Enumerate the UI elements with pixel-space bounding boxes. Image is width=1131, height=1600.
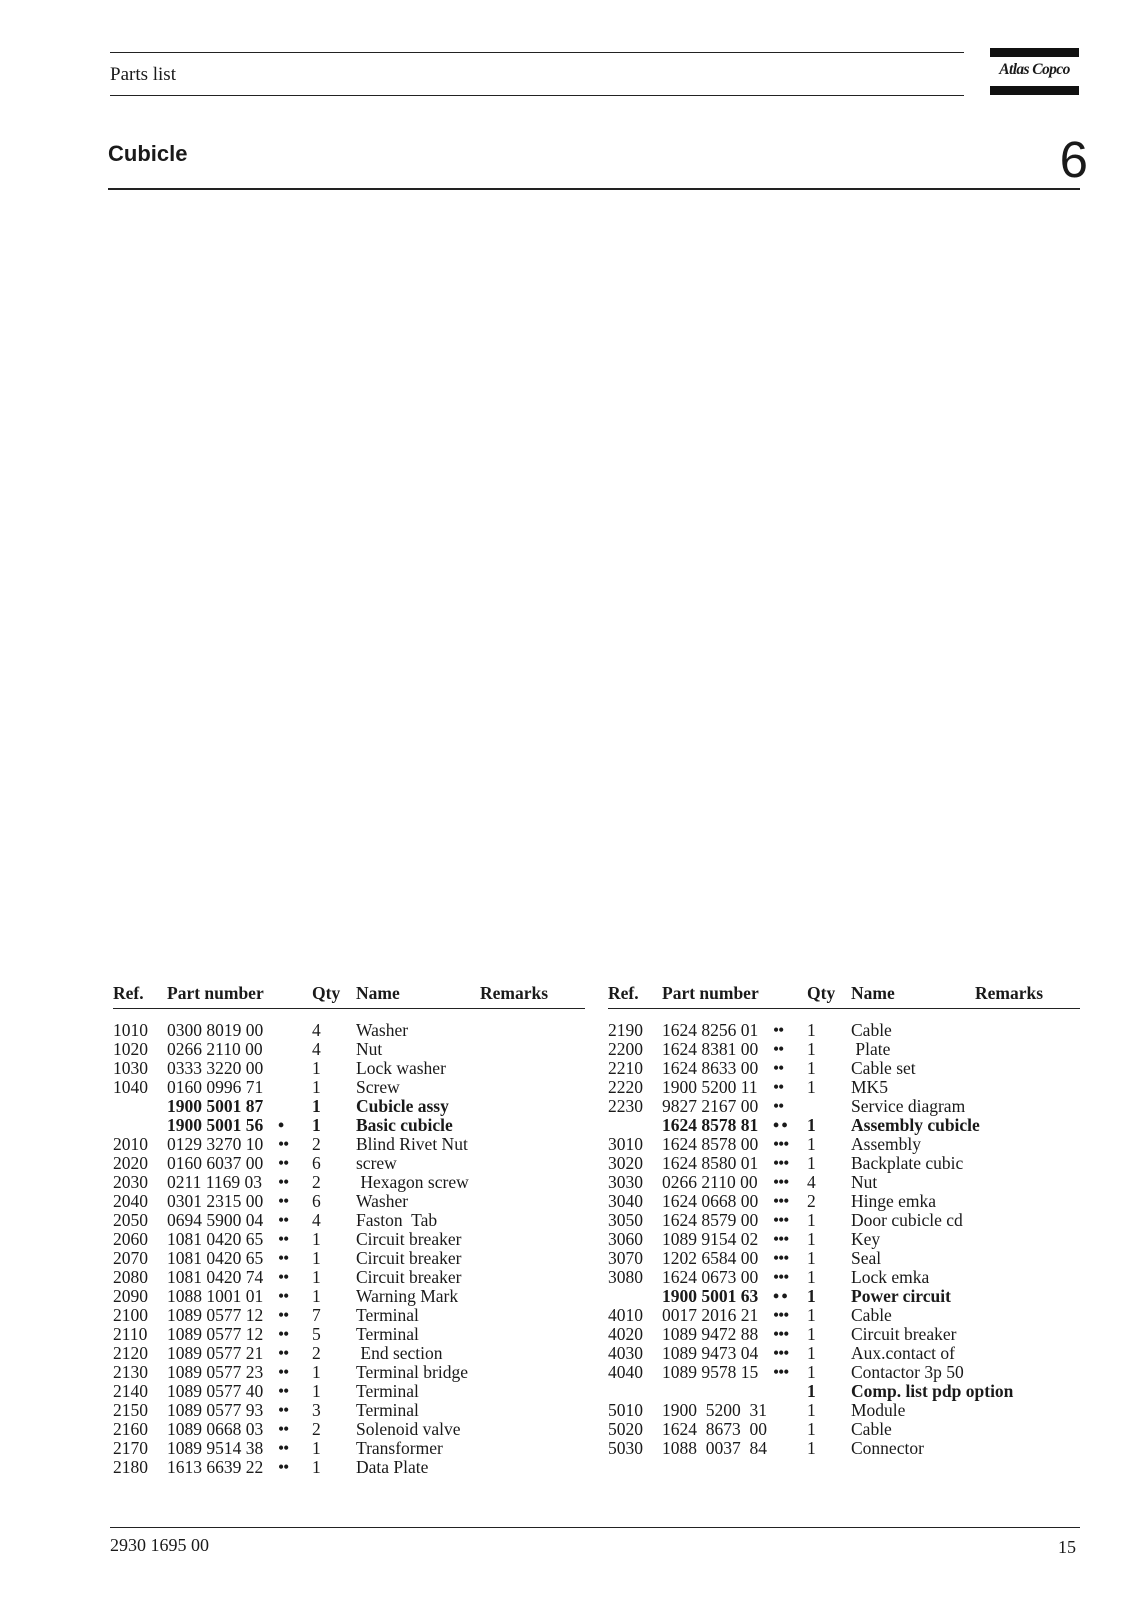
row-qty: 1 [312, 1267, 321, 1287]
row-ref: 2190 [608, 1020, 643, 1040]
row-name: Cable set [851, 1058, 916, 1078]
row-level-dots: •• [278, 1457, 289, 1477]
table-header-rule [113, 1008, 585, 1009]
row-name: Hexagon screw [356, 1172, 469, 1192]
row-part-number: 1900 5001 87 [167, 1096, 264, 1116]
row-part-number: 0266 2110 00 [167, 1039, 263, 1059]
row-part-number: 0301 2315 00 [167, 1191, 264, 1211]
row-ref: 3040 [608, 1191, 643, 1211]
row-name: Screw [356, 1077, 400, 1097]
row-qty: 1 [312, 1381, 321, 1401]
table-header-rule [608, 1008, 1080, 1009]
row-ref: 4020 [608, 1324, 643, 1344]
row-level-dots: ••• [773, 1305, 789, 1325]
row-name: Assembly cubicle [851, 1115, 980, 1135]
row-part-number: 1624 0668 00 [662, 1191, 759, 1211]
row-name: Module [851, 1400, 906, 1420]
row-name: Nut [356, 1039, 383, 1059]
row-name: Cubicle assy [356, 1096, 449, 1116]
row-level-dots: •• [278, 1381, 289, 1401]
row-part-number: 1624 0673 00 [662, 1267, 759, 1287]
row-ref: 2140 [113, 1381, 148, 1401]
row-name: Cable [851, 1305, 892, 1325]
row-level-dots: •• [278, 1172, 289, 1192]
row-name: Circuit breaker [356, 1267, 462, 1287]
row-part-number: 1089 9514 38 [167, 1438, 264, 1458]
document-number: 2930 1695 00 [110, 1535, 209, 1555]
footer-rule [110, 1527, 1080, 1528]
row-level-dots: ••• [773, 1210, 789, 1230]
row-part-number: 0266 2110 00 [662, 1172, 758, 1192]
row-part-number: 1900 5200 11 [662, 1077, 758, 1097]
row-name: Backplate cubic [851, 1153, 964, 1173]
row-ref: 2230 [608, 1096, 643, 1116]
row-name: Cable [851, 1419, 892, 1439]
row-level-dots: •• [278, 1134, 289, 1154]
row-level-dots: •• [278, 1438, 289, 1458]
row-part-number: 0017 2016 21 [662, 1305, 759, 1325]
row-part-number: 0160 0996 71 [167, 1077, 264, 1097]
row-ref: 2040 [113, 1191, 148, 1211]
row-qty: 1 [312, 1362, 321, 1382]
row-level-dots: •• [278, 1343, 289, 1363]
row-level-dots: •• [278, 1362, 289, 1382]
row-qty: 1 [807, 1210, 816, 1230]
row-ref: 2050 [113, 1210, 148, 1230]
row-name: Terminal [356, 1324, 419, 1344]
row-part-number: 1089 9472 88 [662, 1324, 759, 1344]
row-level-dots: • • [773, 1115, 787, 1135]
parts-table-left [113, 983, 585, 1477]
row-qty: 4 [312, 1210, 321, 1230]
row-ref: 2160 [113, 1419, 148, 1439]
row-ref: 2210 [608, 1058, 643, 1078]
row-qty: 1 [807, 1267, 816, 1287]
row-level-dots: • [278, 1115, 284, 1135]
row-level-dots: •• [278, 1267, 289, 1287]
row-ref: 1010 [113, 1020, 148, 1040]
row-part-number: 1089 0577 12 [167, 1324, 264, 1344]
row-name: Data Plate [356, 1457, 429, 1477]
row-level-dots: •• [278, 1191, 289, 1211]
row-level-dots: ••• [773, 1267, 789, 1287]
row-part-number: 1089 0577 23 [167, 1362, 264, 1382]
row-ref: 2080 [113, 1267, 148, 1287]
row-level-dots: ••• [773, 1153, 789, 1173]
row-qty: 1 [807, 1134, 816, 1154]
row-level-dots: ••• [773, 1134, 789, 1154]
row-part-number: 1081 0420 65 [167, 1248, 264, 1268]
row-ref: 5020 [608, 1419, 643, 1439]
row-qty: 1 [807, 1400, 816, 1420]
row-name: Aux.contact of [851, 1343, 955, 1363]
header-top-rule [110, 52, 964, 53]
row-name: Circuit breaker [356, 1229, 462, 1249]
row-qty: 1 [807, 1324, 816, 1344]
row-part-number: 1089 9578 15 [662, 1362, 759, 1382]
row-part-number: 0300 8019 00 [167, 1020, 264, 1040]
row-qty: 5 [312, 1324, 321, 1344]
row-qty: 1 [312, 1229, 321, 1249]
row-qty: 1 [807, 1058, 816, 1078]
col-ref: Ref. [113, 983, 144, 1003]
row-qty: 1 [312, 1115, 321, 1135]
row-name: Connector [851, 1438, 924, 1458]
col-qty: Qty [312, 983, 341, 1003]
row-name: Warning Mark [356, 1286, 459, 1306]
row-ref: 4010 [608, 1305, 643, 1325]
row-level-dots: •• [278, 1324, 289, 1344]
row-level-dots: •• [773, 1077, 784, 1097]
row-name: Plate [851, 1039, 891, 1059]
row-part-number: 1089 0668 03 [167, 1419, 264, 1439]
row-ref: 3010 [608, 1134, 643, 1154]
row-qty: 2 [312, 1343, 321, 1363]
row-qty: 6 [312, 1153, 321, 1173]
row-qty: 1 [807, 1438, 816, 1458]
row-ref: 2010 [113, 1134, 148, 1154]
row-qty: 6 [312, 1191, 321, 1211]
row-name: Hinge emka [851, 1191, 937, 1211]
row-name: Key [851, 1229, 881, 1249]
row-part-number: 1089 0577 40 [167, 1381, 264, 1401]
row-qty: 4 [807, 1172, 816, 1192]
row-name: End section [356, 1343, 443, 1363]
row-ref: 2170 [113, 1438, 148, 1458]
row-name: Washer [356, 1020, 409, 1040]
row-ref: 4030 [608, 1343, 643, 1363]
row-level-dots: •• [773, 1039, 784, 1059]
row-level-dots: •• [773, 1096, 784, 1116]
row-ref: 3070 [608, 1248, 643, 1268]
row-name: Terminal [356, 1400, 419, 1420]
section-title: Cubicle [108, 141, 188, 166]
row-ref: 2200 [608, 1039, 643, 1059]
row-ref: 2030 [113, 1172, 148, 1192]
row-part-number: 1624 8673 00 [662, 1419, 767, 1439]
row-qty: 2 [807, 1191, 816, 1211]
row-level-dots: •• [773, 1020, 784, 1040]
row-qty: 1 [807, 1153, 816, 1173]
row-part-number: 1900 5001 63 [662, 1286, 759, 1306]
row-part-number: 1624 8579 00 [662, 1210, 759, 1230]
row-qty: 1 [312, 1248, 321, 1268]
row-ref: 5010 [608, 1400, 643, 1420]
row-part-number: 1624 8381 00 [662, 1039, 759, 1059]
row-name: Terminal [356, 1381, 419, 1401]
row-name: Terminal [356, 1305, 419, 1325]
row-part-number: 1081 0420 74 [167, 1267, 264, 1287]
row-name: Power circuit [851, 1286, 951, 1306]
col-remarks: Remarks [975, 983, 1044, 1003]
row-part-number: 0694 5900 04 [167, 1210, 264, 1230]
row-ref: 5030 [608, 1438, 643, 1458]
row-name: Circuit breaker [356, 1248, 462, 1268]
row-name: Solenoid valve [356, 1419, 461, 1439]
row-part-number: 1081 0420 65 [167, 1229, 264, 1249]
row-ref: 2150 [113, 1400, 148, 1420]
row-level-dots: ••• [773, 1324, 789, 1344]
row-ref: 2220 [608, 1077, 643, 1097]
row-ref: 3020 [608, 1153, 643, 1173]
row-name: MK5 [851, 1077, 888, 1097]
row-level-dots: •• [278, 1210, 289, 1230]
row-level-dots: •• [278, 1248, 289, 1268]
row-qty: 1 [807, 1419, 816, 1439]
row-level-dots: •• [773, 1058, 784, 1078]
row-qty: 4 [312, 1039, 321, 1059]
col-name: Name [851, 983, 895, 1003]
logo-bottom-bar [990, 86, 1079, 95]
row-level-dots: • • [773, 1286, 787, 1306]
row-qty: 1 [312, 1457, 321, 1477]
row-qty: 1 [807, 1248, 816, 1268]
row-part-number: 1089 0577 12 [167, 1305, 264, 1325]
row-ref: 2060 [113, 1229, 148, 1249]
row-name: Lock washer [356, 1058, 446, 1078]
row-part-number: 1624 8580 01 [662, 1153, 759, 1173]
row-name: Service diagram [851, 1096, 966, 1116]
row-name: Comp. list pdp option [851, 1381, 1014, 1401]
row-part-number: 1900 5200 31 [662, 1400, 767, 1420]
row-part-number: 0129 3270 10 [167, 1134, 264, 1154]
row-name: Faston Tab [356, 1210, 438, 1230]
row-part-number: 9827 2167 00 [662, 1096, 759, 1116]
row-name: Blind Rivet Nut [356, 1134, 468, 1154]
row-level-dots: •• [278, 1286, 289, 1306]
table-header [113, 983, 585, 1007]
row-ref: 2130 [113, 1362, 148, 1382]
row-name: Door cubicle cd [851, 1210, 963, 1230]
row-part-number: 1613 6639 22 [167, 1457, 264, 1477]
row-name: Contactor 3p 50 [851, 1362, 964, 1382]
row-qty: 1 [807, 1077, 816, 1097]
row-part-number: 1089 0577 21 [167, 1343, 264, 1363]
row-ref: 2100 [113, 1305, 148, 1325]
row-name: Lock emka [851, 1267, 930, 1287]
row-part-number: 1900 5001 56 [167, 1115, 264, 1135]
row-part-number: 1089 9154 02 [662, 1229, 759, 1249]
row-ref: 2180 [113, 1457, 148, 1477]
row-qty: 1 [807, 1286, 816, 1306]
row-part-number: 1089 9473 04 [662, 1343, 759, 1363]
section-rule [108, 188, 1080, 190]
row-part-number: 1202 6584 00 [662, 1248, 759, 1268]
row-qty: 2 [312, 1134, 321, 1154]
row-ref: 2090 [113, 1286, 148, 1306]
row-level-dots: ••• [773, 1229, 789, 1249]
row-level-dots: ••• [773, 1248, 789, 1268]
row-ref: 3030 [608, 1172, 643, 1192]
row-qty: 2 [312, 1419, 321, 1439]
row-qty: 4 [312, 1020, 321, 1040]
row-name: Cable [851, 1020, 892, 1040]
row-qty: 3 [312, 1400, 321, 1420]
row-level-dots: •• [278, 1305, 289, 1325]
row-part-number: 1088 0037 84 [662, 1438, 767, 1458]
row-level-dots: •• [278, 1400, 289, 1420]
row-level-dots: •• [278, 1419, 289, 1439]
logo-top-bar [990, 48, 1079, 57]
row-ref: 3060 [608, 1229, 643, 1249]
row-ref: 4040 [608, 1362, 643, 1382]
row-name: Assembly [851, 1134, 921, 1154]
row-level-dots: ••• [773, 1343, 789, 1363]
row-qty: 1 [312, 1058, 321, 1078]
col-qty: Qty [807, 983, 836, 1003]
row-qty: 1 [807, 1381, 816, 1401]
parts-table-right [608, 983, 1080, 1458]
row-qty: 1 [807, 1039, 816, 1059]
row-qty: 2 [312, 1172, 321, 1192]
row-level-dots: ••• [773, 1172, 789, 1192]
col-name: Name [356, 983, 400, 1003]
row-name: Seal [851, 1248, 882, 1268]
row-ref: 1020 [113, 1039, 148, 1059]
row-qty: 1 [312, 1286, 321, 1306]
logo-wordmark: Atlas Copco [999, 61, 1070, 78]
section-number: 6 [1059, 131, 1088, 188]
row-name: screw [356, 1153, 397, 1173]
table-header [608, 983, 1080, 1007]
row-ref: 3080 [608, 1267, 643, 1287]
row-part-number: 1624 8633 00 [662, 1058, 759, 1078]
row-level-dots: ••• [773, 1362, 789, 1382]
row-qty: 1 [807, 1020, 816, 1040]
row-name: Circuit breaker [851, 1324, 957, 1344]
col-part-number: Part number [167, 983, 264, 1003]
row-part-number: 1088 1001 01 [167, 1286, 264, 1306]
row-qty: 7 [312, 1305, 321, 1325]
col-part-number: Part number [662, 983, 759, 1003]
row-ref: 1030 [113, 1058, 148, 1078]
header-bottom-rule [110, 95, 964, 96]
row-qty: 1 [312, 1438, 321, 1458]
row-part-number: 1089 0577 93 [167, 1400, 264, 1420]
row-qty: 1 [807, 1115, 816, 1135]
page-number: 15 [1058, 1537, 1076, 1557]
row-ref: 3050 [608, 1210, 643, 1230]
row-name: Nut [851, 1172, 878, 1192]
row-part-number: 0211 1169 03 [167, 1172, 262, 1192]
row-name: Basic cubicle [356, 1115, 453, 1135]
header-label: Parts list [110, 64, 176, 85]
row-qty: 1 [312, 1077, 321, 1097]
row-qty: 1 [807, 1305, 816, 1325]
row-ref: 2070 [113, 1248, 148, 1268]
row-ref: 2020 [113, 1153, 148, 1173]
atlas-copco-logo [990, 48, 1079, 95]
row-part-number: 0333 3220 00 [167, 1058, 264, 1078]
row-part-number: 1624 8578 81 [662, 1115, 759, 1135]
row-name: Washer [356, 1191, 409, 1211]
col-remarks: Remarks [480, 983, 549, 1003]
row-ref: 2110 [113, 1324, 148, 1344]
row-level-dots: •• [278, 1229, 289, 1249]
row-name: Terminal bridge [356, 1362, 468, 1382]
row-qty: 1 [807, 1362, 816, 1382]
row-level-dots: •• [278, 1153, 289, 1173]
row-ref: 1040 [113, 1077, 148, 1097]
row-qty: 1 [312, 1096, 321, 1116]
row-part-number: 1624 8256 01 [662, 1020, 759, 1040]
row-part-number: 1624 8578 00 [662, 1134, 759, 1154]
col-ref: Ref. [608, 983, 639, 1003]
row-name: Transformer [356, 1438, 443, 1458]
row-qty: 1 [807, 1343, 816, 1363]
row-qty: 1 [807, 1229, 816, 1249]
row-part-number: 0160 6037 00 [167, 1153, 264, 1173]
row-ref: 2120 [113, 1343, 148, 1363]
row-level-dots: ••• [773, 1191, 789, 1211]
